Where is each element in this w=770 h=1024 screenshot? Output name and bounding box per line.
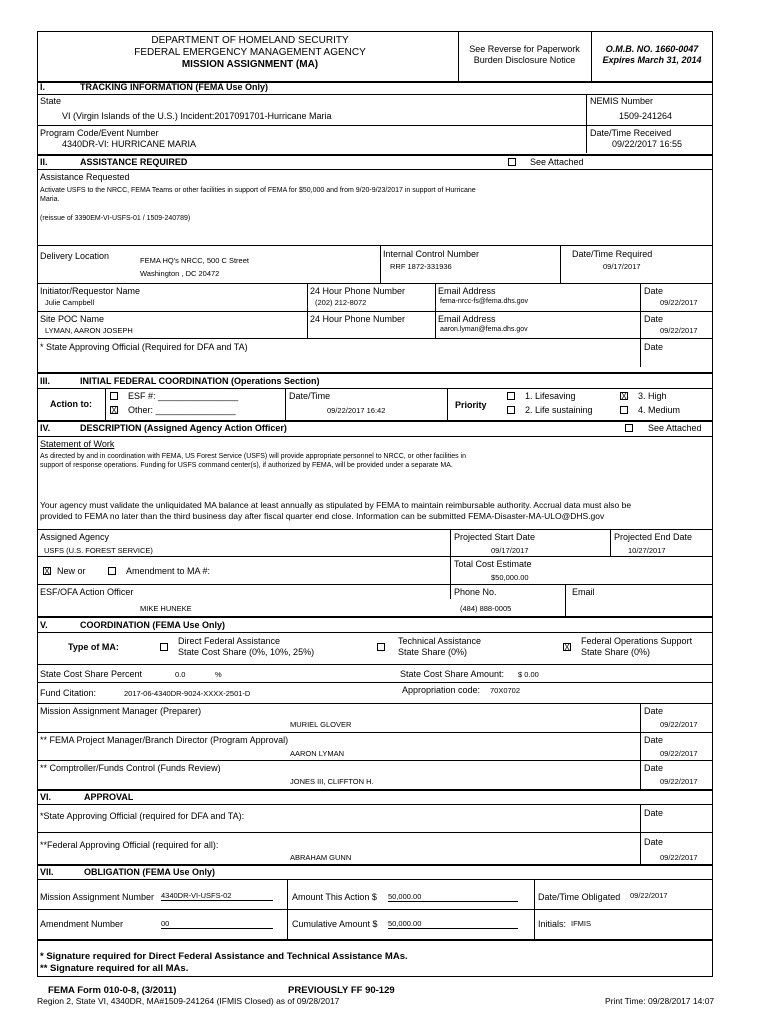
mam-label: Mission Assignment Manager (Preparer) xyxy=(40,706,202,716)
received-value: 09/22/2017 16:55 xyxy=(612,139,683,149)
comp-date: 09/22/2017 xyxy=(660,777,698,786)
amendment-checkbox[interactable] xyxy=(108,567,116,575)
requestor-date: 09/22/2017 xyxy=(660,298,698,307)
end-date-value: 10/27/2017 xyxy=(628,546,666,555)
comp-value: JONES III, CLIFFTON H. xyxy=(290,777,374,786)
delivery-label: Delivery Location xyxy=(40,251,110,261)
requested-text: Activate USFS to the NRCC, FEMA Teams or other facilities in support of FEMA for $50,000 and from 9/20-9/23/2017 in support of Hurricane Maria. (reissue of 3390EM-VI-USFS-01 / 1509-240789) xyxy=(40,187,476,222)
form-number: FEMA Form 010-0-8, (3/2011) xyxy=(48,985,177,996)
poc-date-label: Date xyxy=(644,314,664,324)
section-4-title: DESCRIPTION (Assigned Agency Action Officer) xyxy=(80,423,287,433)
fos-checkbox[interactable]: X xyxy=(564,643,570,652)
approp-label: Appropriation code: xyxy=(402,685,481,695)
section-3-title: INITIAL FEDERAL COORDINATION (Operations Section) xyxy=(80,376,320,386)
delivery-value: FEMA HQ's NRCC, 500 C Street Washington , DC 20472 xyxy=(140,256,249,278)
sow-text: As directed by and in coordination with FEMA, US Forest Service (USFS) will provide appropriate personnel to NRCC, or other facilities in support of response operations. Funding for USFS command center(s), if authorized by FEMA, will be provided under a separate MA. xyxy=(40,453,467,469)
icn-label: Internal Control Number xyxy=(383,249,480,259)
scs-value: 0.0 xyxy=(175,670,186,679)
initials-value: IFMIS xyxy=(571,919,591,928)
requested-label: Assistance Requested xyxy=(40,172,130,182)
cost-label: Total Cost Estimate xyxy=(454,559,532,569)
initials-label: Initials: xyxy=(538,919,567,929)
paperwork-notice: See Reverse for Paperwork Burden Disclosure Notice xyxy=(469,44,580,65)
poc-label: Site POC Name xyxy=(40,314,105,324)
dfa-checkbox[interactable] xyxy=(160,643,168,651)
section-3-number: III. xyxy=(40,376,51,386)
omb-number: O.M.B. NO. 1660-0047 Expires March 31, 2014 xyxy=(602,44,702,65)
pm-date-label: Date xyxy=(644,735,664,745)
amendment-number-value: 00 xyxy=(161,919,273,929)
end-date-label: Projected End Date xyxy=(614,532,693,542)
form-header xyxy=(90,35,410,71)
section-5-title: COORDINATION (FEMA Use Only) xyxy=(80,620,226,630)
poc-phone-label: 24 Hour Phone Number xyxy=(310,314,406,324)
ma-number-label: Mission Assignment Number xyxy=(40,892,155,902)
nemis-label: NEMIS Number xyxy=(590,96,654,106)
esf-checkbox[interactable] xyxy=(110,392,118,400)
federal-approving-value: ABRAHAM GUNN xyxy=(290,853,352,862)
cumulative-label: Cumulative Amount $ xyxy=(292,919,378,929)
new-checkbox[interactable]: X xyxy=(44,567,50,576)
section-5-number: V. xyxy=(40,620,48,630)
officer-value: MIKE HUNEKE xyxy=(140,604,192,613)
fos-label: Federal Operations Support State Share (0%) xyxy=(581,636,693,657)
program-value: 4340DR-VI: HURRICANE MARIA xyxy=(62,139,197,149)
region-line: Region 2, State VI, 4340DR, MA#1509-241264 (IFMIS Closed) as of 09/28/2017 xyxy=(37,996,340,1006)
mam-date-label: Date xyxy=(644,706,664,716)
officer-phone-label: Phone No. xyxy=(454,587,497,597)
email-label: Email Address xyxy=(438,286,496,296)
priority-2-checkbox[interactable] xyxy=(507,406,515,414)
federal-approving-label: **Federal Approving Official (required for all): xyxy=(40,840,219,850)
scs-label: State Cost Share Percent xyxy=(40,669,143,679)
icn-value: RRF 1872-331936 xyxy=(390,262,452,271)
dt-required-value: 09/17/2017 xyxy=(603,262,641,271)
section-1-number: I. xyxy=(40,82,46,92)
officer-label: ESF/OFA Action Officer xyxy=(40,587,134,597)
start-date-label: Projected Start Date xyxy=(454,532,536,542)
sao-label: * State Approving Official (Required for DFA and TA) xyxy=(40,342,248,352)
new-label: New or xyxy=(57,566,86,576)
ta-label: Technical Assistance State Share (0%) xyxy=(398,636,482,657)
phone-label: 24 Hour Phone Number xyxy=(310,286,406,296)
state-approving-label: *State Approving Official (required for DFA and TA): xyxy=(40,811,245,821)
date-obligated-label: Date/Time Obligated xyxy=(538,892,621,902)
state-approving-date-label: Date xyxy=(644,808,664,818)
print-time: Print Time: 09/28/2017 14:07 xyxy=(605,996,715,1006)
other-checkbox[interactable]: X xyxy=(111,406,117,415)
requestor-phone: (202) 212-8072 xyxy=(315,298,367,307)
type-of-ma-label: Type of MA: xyxy=(68,642,119,652)
section-4-number: IV. xyxy=(40,423,51,433)
priority-2-label: 2. Life sustaining xyxy=(525,405,593,415)
requestor-email: fema-nrcc-fs@fema.dhs.gov xyxy=(440,298,529,305)
approp-value: 70X0702 xyxy=(490,686,521,695)
scs-amount-value: $ 0.00 xyxy=(518,670,539,679)
poc-value: LYMAN, AARON JOSEPH xyxy=(45,326,133,335)
section-7-title: OBLIGATION (FEMA Use Only) xyxy=(84,867,216,877)
scs-amount-label: State Cost Share Amount: xyxy=(400,669,505,679)
cumulative-value: 50,000.00 xyxy=(388,919,518,929)
comp-date-label: Date xyxy=(644,763,664,773)
dt-required-label: Date/Time Required xyxy=(572,249,653,259)
pm-date: 09/22/2017 xyxy=(660,749,698,758)
section-6-number: VI. xyxy=(40,792,52,802)
section-2-title: ASSISTANCE REQUIRED xyxy=(80,157,188,167)
amount-action-label: Amount This Action $ xyxy=(292,892,377,902)
datetime-value: 09/22/2017 16:42 xyxy=(327,406,386,415)
priority-4-label: 4. Medium xyxy=(638,405,681,415)
see-attached-checkbox-2[interactable] xyxy=(508,158,516,166)
section-7-number: VII. xyxy=(40,867,54,877)
ta-checkbox[interactable] xyxy=(377,643,385,651)
amendment-number-label: Amendment Number xyxy=(40,919,124,929)
amount-action-value: 50,000.00 xyxy=(388,892,518,902)
start-date-value: 09/17/2017 xyxy=(491,546,529,555)
priority-3-checkbox[interactable]: X xyxy=(621,392,627,401)
agency-name: FEDERAL EMERGENCY MANAGEMENT AGENCY xyxy=(134,47,366,58)
poc-date: 09/22/2017 xyxy=(660,326,698,335)
see-attached-label-4: See Attached xyxy=(648,423,702,433)
federal-approving-date: 09/22/2017 xyxy=(660,853,698,862)
scs-percent: % xyxy=(215,670,222,679)
state-value: VI (Virgin Islands of the U.S.) Incident:2017091701-Hurricane Maria xyxy=(62,111,332,121)
section-2-number: II. xyxy=(40,157,48,167)
priority-1-label: 1. Lifesaving xyxy=(525,391,576,401)
previously-label: PREVIOUSLY FF 90-129 xyxy=(288,985,395,996)
agency-label: Assigned Agency xyxy=(40,532,110,542)
see-attached-checkbox-4[interactable] xyxy=(625,424,633,432)
ma-number-value: 4340DR-VI-USFS-02 xyxy=(161,891,273,901)
nemis-value: 1509-241264 xyxy=(619,111,673,121)
datetime-label: Date/Time xyxy=(289,391,331,401)
other-label: Other: ________________ xyxy=(128,405,236,415)
received-label: Date/Time Received xyxy=(590,128,672,138)
section-1-title: TRACKING INFORMATION (FEMA Use Only) xyxy=(80,82,268,92)
date-obligated-value: 09/22/2017 xyxy=(630,891,668,900)
validate-text: Your agency must validate the unliquidated MA balance at least annually as stipulated by FEMA to maintain reimbursable authority. Accrual data must also be provided to FEMA no later than the third business day after fiscal quarter end close. Information can be submitted FEMA-Disaster-MA-ULO@DHS.gov xyxy=(40,500,632,521)
officer-email-label: Email xyxy=(572,587,595,597)
cost-value: $50,000.00 xyxy=(491,573,529,582)
priority-3-label: 3. High xyxy=(638,391,667,401)
priority-label: Priority xyxy=(455,400,487,410)
priority-4-checkbox[interactable] xyxy=(620,406,628,414)
fund-label: Fund Citation: xyxy=(40,688,97,698)
program-label: Program Code/Event Number xyxy=(40,128,159,138)
officer-phone-value: (484) 888-0005 xyxy=(460,604,512,613)
pm-label: ** FEMA Project Manager/Branch Director (Program Approval) xyxy=(40,735,289,745)
sow-label: Statement of Work xyxy=(40,439,115,449)
esf-label: ESF #: ________________ xyxy=(128,391,239,401)
signature-notes: * Signature required for Direct Federal Assistance and Technical Assistance MAs. ** Signature required for all MAs. xyxy=(40,951,408,974)
priority-1-checkbox[interactable] xyxy=(507,392,515,400)
amendment-label: Amendment to MA #: xyxy=(126,566,211,576)
mam-value: MURIEL GLOVER xyxy=(290,720,352,729)
sao-date-label: Date xyxy=(644,342,664,352)
mam-date: 09/22/2017 xyxy=(660,720,698,729)
pm-value: AARON LYMAN xyxy=(290,749,345,758)
requestor-label: Initiator/Requestor Name xyxy=(40,286,141,296)
requestor-value: Julie Campbell xyxy=(45,298,95,307)
form-title: MISSION ASSIGNMENT (MA) xyxy=(181,59,319,70)
date-label: Date xyxy=(644,286,664,296)
agency-value: USFS (U.S. FOREST SERVICE) xyxy=(44,546,153,555)
fund-value: 2017-06-4340DR-9024-XXXX-2501-D xyxy=(124,689,251,698)
state-label: State xyxy=(40,96,62,106)
department-name: DEPARTMENT OF HOMELAND SECURITY xyxy=(151,35,349,46)
federal-approving-date-label: Date xyxy=(644,837,664,847)
dfa-label: Direct Federal Assistance State Cost Share (0%, 10%, 25%) xyxy=(178,636,315,657)
section-6-title: APPROVAL xyxy=(84,792,134,802)
action-to-label: Action to: xyxy=(50,399,92,409)
poc-email: aaron.lyman@fema.dhs.gov xyxy=(440,326,528,333)
poc-email-label: Email Address xyxy=(438,314,496,324)
comp-label: ** Comptroller/Funds Control (Funds Review) xyxy=(40,763,221,773)
see-attached-label-2: See Attached xyxy=(530,157,584,167)
